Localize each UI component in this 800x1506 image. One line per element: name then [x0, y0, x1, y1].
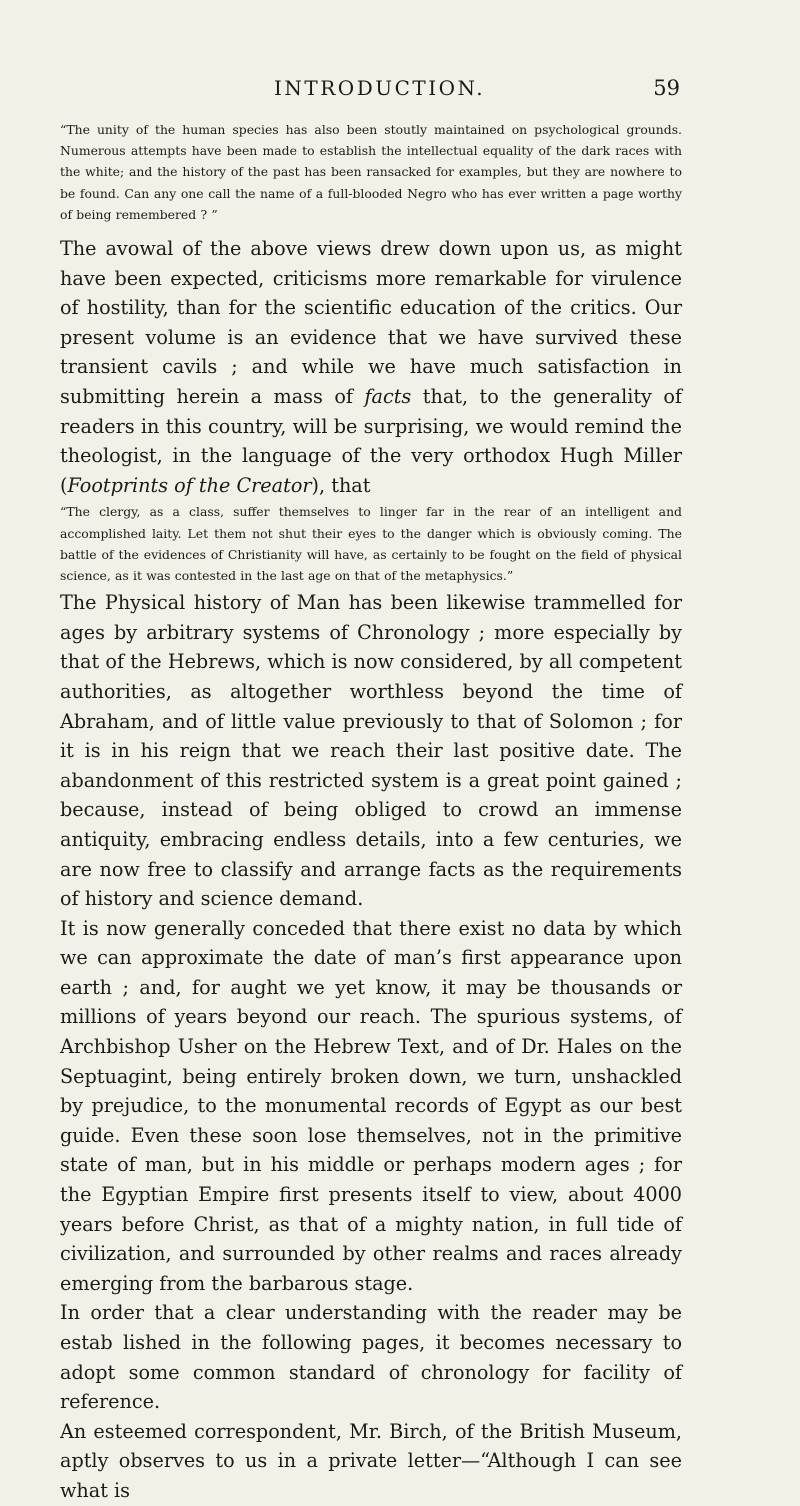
page-body — [60, 119, 682, 1506]
paragraph-correspondent: An esteemed correspondent, Mr. Birch, of the British Museum, aptly observes to us in a private letter—“Although I can see what is — [60, 1419, 682, 1502]
book-title: Footprints of the Creator — [67, 473, 312, 497]
paragraph-avowal-text-3: ), that — [311, 473, 371, 497]
paragraph-avowal-text-1: The avowal of the above views drew down upon us, as might have been expected, criticisms more remarkable for virulence of hostility, than for the scientific education of the critics. Our present volume is an evidence that we have survived these transient cavils ; and while we have much satisfaction in submitting herein a mass of — [60, 237, 682, 408]
opening-quotation: “The unity of the human species has also been stoutly maintained on psychological grounds. Numerous attempts have been made to establish the intellectual equality of the dark races with the white; and the history of the past has been ransacked for examples, but they are nowhere to be found. Can any one call the name of a full-blooded Negro who has ever written a page worthy of being remembered ? ” — [60, 122, 682, 222]
paragraph-physical-history: The Physical history of Man has been likewise trammelled for ages by arbitrary systems of Chronology ; more especially by that of the Hebrews, which is now considered, by all competent authorities, as altogether worthless beyond the time of Abraham, and of little value previously to that of Solomon ; for it is in his reign that we reach their last positive date. The abandonment of this restricted system is a great point gained ; because, instead of being obliged to crowd an immense antiquity, embracing endless details, into a few centuries, we are now free to classify and arrange facts as the requirements of history and science demand. — [60, 591, 682, 911]
facts-emphasis: facts — [364, 384, 412, 408]
paragraph-avowal — [60, 234, 682, 500]
paragraph-date-of-man: It is now generally conceded that there exist no data by which we can approximate the date of man’s first appearance upon earth ; and, for aught we yet know, it may be thousands or millions of years beyond our reach. The spurious systems, of Archbishop Usher on the Hebrew Text, and of Dr. Hales on the Septuagint, being entirely broken down, we turn, unshackled by prejudice, to the monumental records of Egypt as our best guide. Even these soon lose themselves, not in the primitive state of man, but in his middle or perhaps modern ages ; for the Egyptian Empire first presents itself to view, about 4000 years before Christ, as that of a mighty nation, in full tide of civilization, and surrounded by other realms and races already emerging from the barbarous stage. — [60, 916, 682, 1295]
running-head: INTRODUCTION. — [274, 76, 486, 100]
paragraph-chronology-standard: In order that a clear understanding with the reader may be estab lished in the following pages, it becomes necessary to adopt some common standard of chronology for facility of reference. — [60, 1301, 682, 1414]
hugh-miller-quotation: “The clergy, as a class, suffer themselves to linger far in the rear of an intelligent and accomplished laity. Let them not shut their eyes to the danger which is obviously coming. The battle of the evidences of Christianity will have, as certainly to be fought on the field of physical science, as it was contested in the last age on that of the metaphysics.” — [60, 504, 682, 583]
page-number: 59 — [653, 76, 680, 100]
page-header — [60, 76, 680, 110]
paragraph-avowal-text-2: that, to the generality of readers in this country, will be surprising, we would remind the theologist, in the language of the very orthodox Hugh Miller ( — [60, 384, 682, 497]
